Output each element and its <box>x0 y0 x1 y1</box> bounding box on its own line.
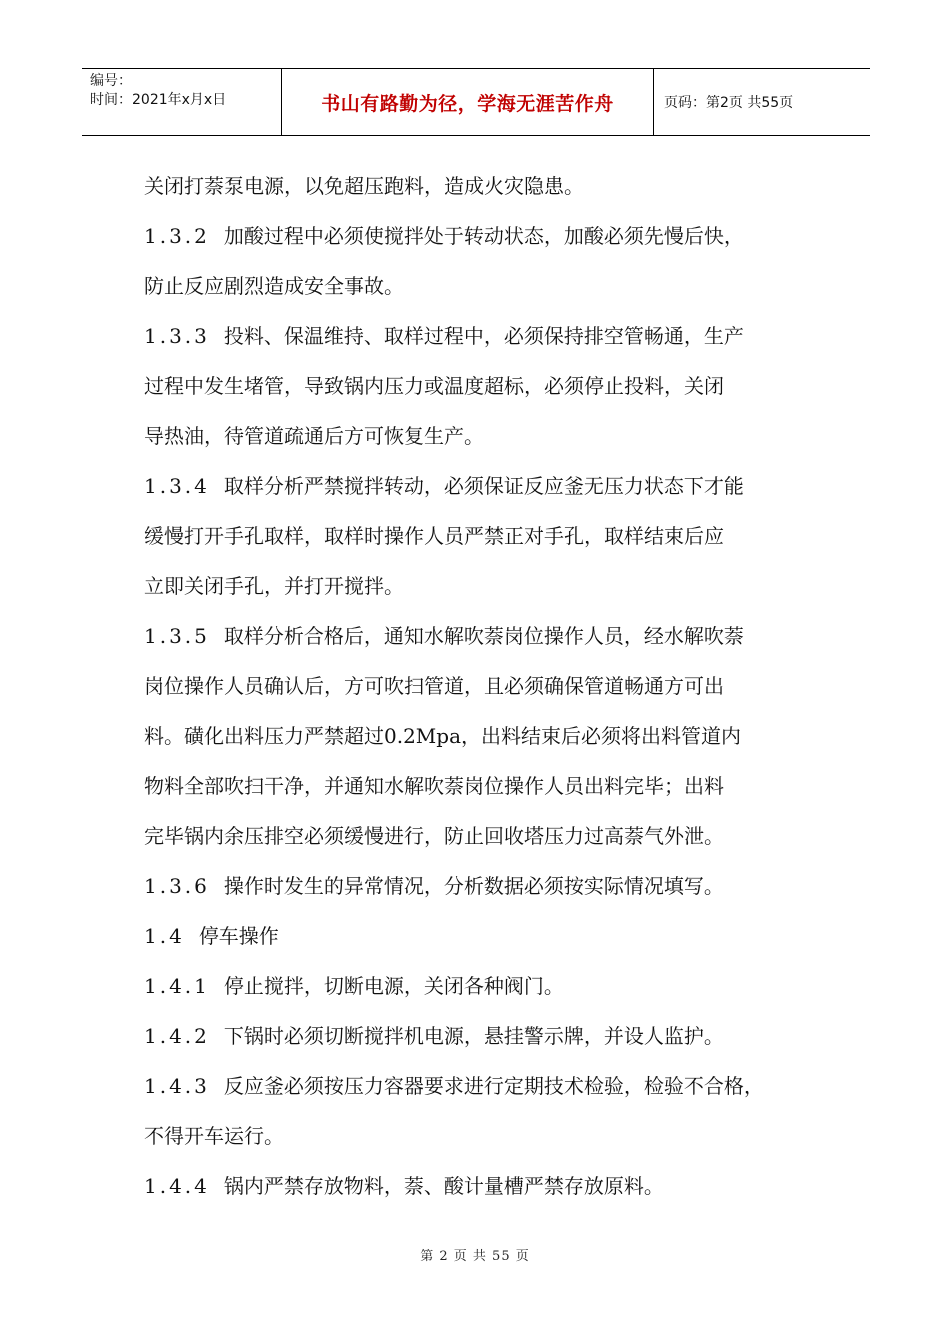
text-line <box>144 961 824 1011</box>
line-text: 取样分析严禁搅拌转动，必须保证反应釜无压力状态下才能 <box>223 474 744 498</box>
line-text: 加酸过程中必须使搅拌处于转动状态，加酸必须先慢后快， <box>223 224 744 248</box>
section-number: 1.3.4 <box>144 474 210 498</box>
line-text: 停车操作 <box>198 924 279 948</box>
line-text: 料。磺化出料压力严禁超过0.2Mpa，出料结束后必须将出料管道内 <box>144 724 742 748</box>
page-header <box>82 68 870 136</box>
text-line <box>144 211 824 261</box>
section-number: 1.4.2 <box>144 1024 210 1048</box>
header-meta-cell <box>82 69 282 135</box>
line-text: 不得开车运行。 <box>144 1124 284 1148</box>
header-page-info: 页码：第2页 共55页 <box>664 95 794 111</box>
text-line <box>144 311 824 361</box>
text-line <box>144 161 824 211</box>
section-number: 1.3.3 <box>144 324 210 348</box>
text-line <box>144 861 824 911</box>
text-line <box>144 611 824 661</box>
text-line <box>144 1061 824 1111</box>
text-line <box>144 261 824 311</box>
line-text: 立即关闭手孔，并打开搅拌。 <box>144 574 404 598</box>
line-text: 投料、保温维持、取样过程中，必须保持排空管畅通，生产 <box>223 324 744 348</box>
line-text: 操作时发生的异常情况，分析数据必须按实际情况填写。 <box>223 874 724 898</box>
header-motto: 书山有路勤为径，学海无涯苦作舟 <box>282 69 654 135</box>
text-line <box>144 411 824 461</box>
section-number: 1.4 <box>144 924 185 948</box>
text-line <box>144 811 824 861</box>
line-text: 停止搅拌，切断电源，关闭各种阀门。 <box>223 974 564 998</box>
text-line <box>144 361 824 411</box>
section-number: 1.4.4 <box>144 1174 210 1198</box>
section-number: 1.4.3 <box>144 1074 210 1098</box>
line-text: 岗位操作人员确认后，方可吹扫管道，且必须确保管道畅通方可出 <box>144 674 724 698</box>
text-line <box>144 561 824 611</box>
text-line <box>144 711 824 761</box>
page-footer: 第 2 页 共 55 页 <box>420 1249 530 1264</box>
text-line <box>144 1161 824 1211</box>
line-text: 物料全部吹扫干净，并通知水解吹萘岗位操作人员出料完毕；出料 <box>144 774 724 798</box>
document-body <box>144 161 824 1211</box>
line-text: 过程中发生堵管，导致锅内压力或温度超标，必须停止投料，关闭 <box>144 374 724 398</box>
text-line <box>144 911 824 961</box>
text-line <box>144 461 824 511</box>
line-text: 防止反应剧烈造成安全事故。 <box>144 274 404 298</box>
line-text: 完毕锅内余压排空必须缓慢进行，防止回收塔压力过高萘气外泄。 <box>144 824 724 848</box>
line-text: 关闭打萘泵电源，以免超压跑料，造成火灾隐患。 <box>144 174 584 198</box>
line-text: 反应釜必须按压力容器要求进行定期技术检验，检验不合格， <box>223 1074 764 1098</box>
line-text: 缓慢打开手孔取样，取样时操作人员严禁正对手孔，取样结束后应 <box>144 524 724 548</box>
line-text: 导热油，待管道疏通后方可恢复生产。 <box>144 424 484 448</box>
line-text: 下锅时必须切断搅拌机电源，悬挂警示牌，并设人监护。 <box>223 1024 724 1048</box>
text-line <box>144 661 824 711</box>
document-number-label: 编号： <box>90 73 132 89</box>
section-number: 1.3.6 <box>144 874 210 898</box>
text-line <box>144 1011 824 1061</box>
line-text: 锅内严禁存放物料，萘、酸计量槽严禁存放原料。 <box>223 1174 664 1198</box>
section-number: 1.4.1 <box>144 974 210 998</box>
text-line <box>144 761 824 811</box>
section-number: 1.3.2 <box>144 224 210 248</box>
section-number: 1.3.5 <box>144 624 210 648</box>
text-line <box>144 1111 824 1161</box>
line-text: 取样分析合格后，通知水解吹萘岗位操作人员，经水解吹萘 <box>223 624 744 648</box>
document-time-label: 时间：2021年x月x日 <box>90 92 227 108</box>
text-line <box>144 511 824 561</box>
